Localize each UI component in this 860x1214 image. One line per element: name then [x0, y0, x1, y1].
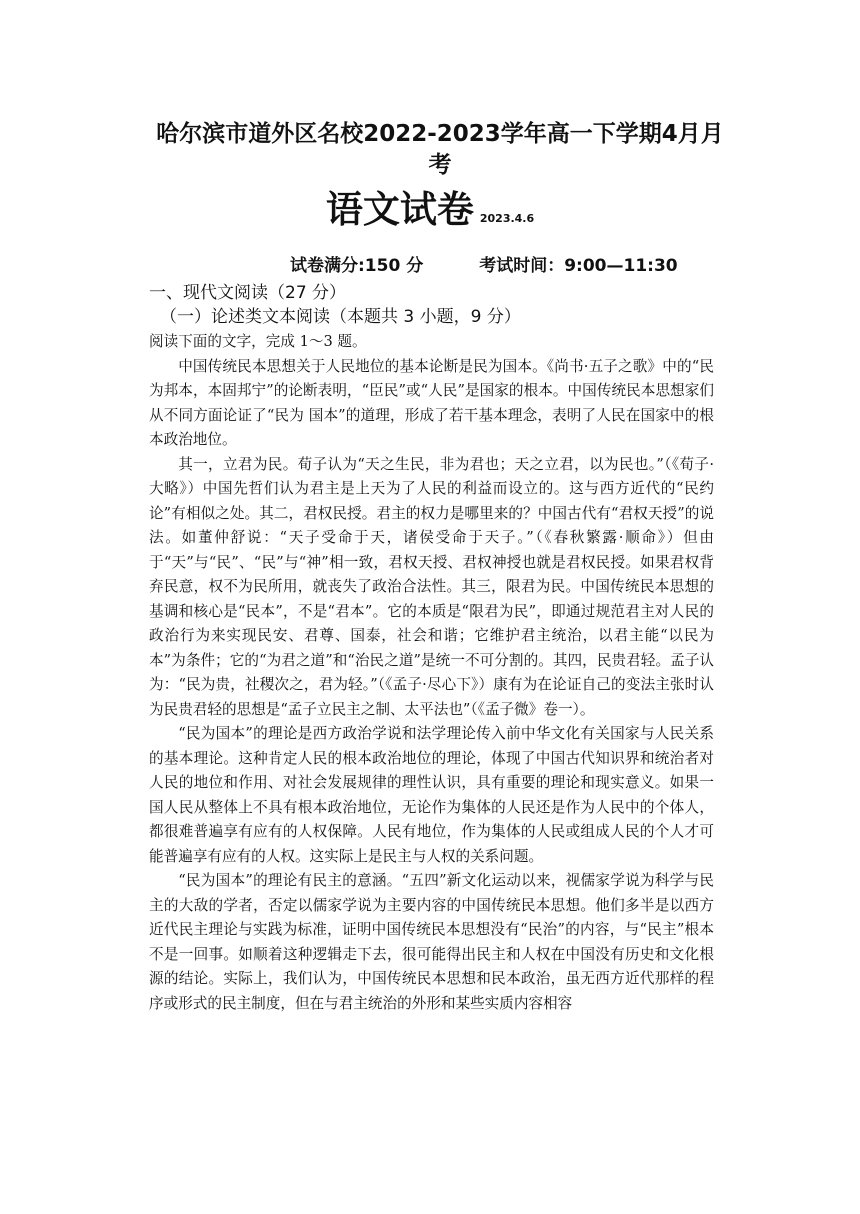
- section-heading-part1: 一、现代文阅读（27 分）: [149, 283, 347, 303]
- reading-passage: [149, 330, 714, 1016]
- passage-paragraph: “民为国本”的理论有民主的意涵。“五四”新文化运动以来，视儒家学说为科学与民主的大敌的学者，否定以儒家学说为主要内容的中国传统民本思想。他们多半是以西方近代民主理论与实践为标准，证明中国传统民本思想没有“民治”的内容，与“民主”根本不是一回事。如顺着这种逻辑走下去，很可能得出民主和人权在中国没有历史和文化根源的结论。实际上，我们认为，中国传统民本思想和民本政治，虽无西方近代那样的程序或形式的民主制度，但在与君主统治的外形和某些实质内容相容: [149, 872, 714, 1012]
- exam-title-line-2: 考: [428, 152, 452, 178]
- exam-date: 2023.4.6: [479, 212, 535, 225]
- passage-paragraph: 其一，立君为民。荀子认为“天之生民，非为君也；天之立君，以为民也。”（《荀子·大略》）中国先哲们认为君主是上天为了人民的利益而设立的。这与西方近代的“民约论”有相似之处。其二，君权民授。君主的权力是哪里来的？中国古代有“君权天授”的说法。如董仲舒说：“天子受命于天，诸侯受命于天子。”（《春秋繁露·顺命》）但由于“天”与“民”、“民”与“神”相一致，君权天授、君权神授也就是君权民授。如果君权背弃民意，权不为民所用，就丧失了政治合法性。其三，限君为民。中国传统民本思想的基调和核心是“民本”，不是“君本”。它的本质是“限君为民”，即通过规范君主对人民的政治行为来实现民安、君尊、国泰，社会和谐；它维护君主统治，以君主能“以民为本”为条件；它的“为君之道”和“治民之道”是统一不可分割的。其四，民贵君轻。孟子认为：“民为贵，社稷次之，君为轻。”（《孟子·尽心下》）康有为在论证自己的变法主张时认为民贵君轻的思想是“孟子立民主之制、太平法也”（《孟子微》卷一）。: [149, 455, 714, 718]
- subject-title-text: 语文试卷: [325, 188, 474, 231]
- exam-time: 考试时间：9:00—11:30: [479, 256, 678, 276]
- passage-instruction: 阅读下面的文字，完成 1～3 题。: [149, 333, 367, 350]
- passage-paragraph: “民为国本”的理论是西方政治学说和法学理论传入前中华文化有关国家与人民关系的基本理论。这种肯定人民的根本政治地位的理论，体现了中国古代知识界和统治者对人民的地位和作用、对社会发展规律的理性认识，具有重要的理论和现实意义。如果一国人民从整体上不具有根本政治地位，无论作为集体的人民还是作为人民中的个体人，都很难普遍享有应有的人权保障。人民有地位，作为集体的人民或组成人民的个人才可能普遍享有应有的人权。这实际上是民主与人权的关系问题。: [149, 725, 714, 865]
- section-heading-part1-1: （一）论述类文本阅读（本题共 3 小题，9 分）: [160, 307, 521, 327]
- full-score: 试卷满分:150 分: [290, 256, 424, 276]
- exam-title-line-1: 哈尔滨市道外区名校2022-2023学年高一下学期4月月: [156, 121, 724, 147]
- exam-meta: [290, 254, 760, 278]
- passage-paragraph: 中国传统民本思想关于人民地位的基本论断是民为国本。《尚书·五子之歌》中的“民为邦本，本固邦宁”的论断表明，“臣民”或“人民”是国家的根本。中国传统民本思想家们从不同方面论证了“民为 国本”的道理，形成了若干基本理念，表明了人民在国家中的根本政治地位。: [149, 357, 714, 448]
- subject-title: [0, 186, 860, 243]
